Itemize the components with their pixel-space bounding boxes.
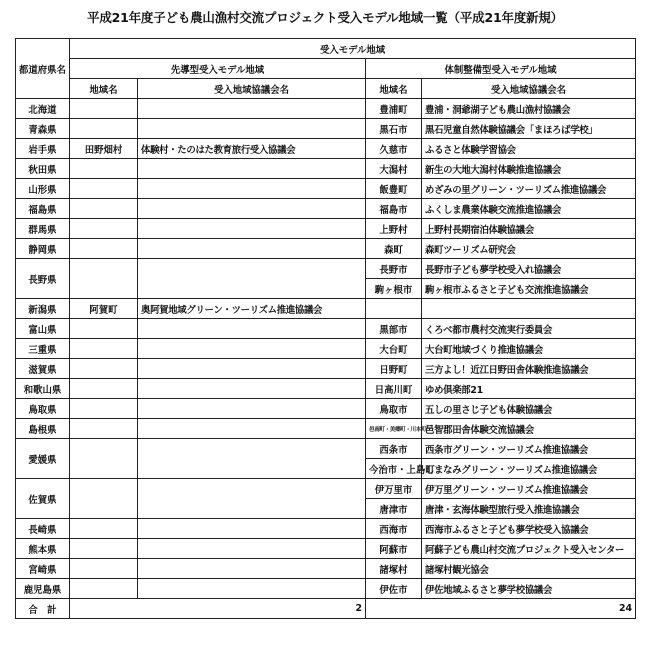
prefecture-cell: 長崎県 <box>16 519 70 539</box>
total-label: 合 計 <box>16 599 70 619</box>
sys-council-cell: 大台町地域づくり推進協議会 <box>422 339 636 359</box>
prefecture-cell: 宮崎県 <box>16 559 70 579</box>
sys-council-cell: 西条市グリーン・ツーリズム推進協議会 <box>422 439 636 459</box>
table-row <box>16 179 636 199</box>
prefecture-cell: 和歌山県 <box>16 379 70 399</box>
sys-council-cell: 豊浦・洞爺湖子ども農山漁村協議会 <box>422 99 636 119</box>
sys-area-cell: 森町 <box>366 239 422 259</box>
sys-area-cell: 阿蘇市 <box>366 539 422 559</box>
sys-council-cell: 五しの里さじ子ども体験協議会 <box>422 399 636 419</box>
sys-council-cell: 伊万里グリーン・ツーリズム推進協議会 <box>422 479 636 499</box>
table-row <box>16 539 636 559</box>
sys-council-cell: 諸塚村観光協会 <box>422 559 636 579</box>
sys-council-cell: 新生の大地大潟村体験推進協議会 <box>422 159 636 179</box>
lead-council-cell <box>138 219 366 239</box>
prefecture-cell: 秋田県 <box>16 159 70 179</box>
sys-area-cell: 日高川町 <box>366 379 422 399</box>
lead-area-cell <box>70 519 138 539</box>
lead-council-cell <box>138 179 366 199</box>
sys-council-cell: くろべ都市農村交流実行委員会 <box>422 319 636 339</box>
header-sys-council: 受入地域協議会名 <box>422 79 636 99</box>
lead-area-cell <box>70 399 138 419</box>
sys-area-cell: 駒ヶ根市 <box>366 279 422 299</box>
lead-area-cell <box>70 419 138 439</box>
lead-area-cell <box>70 199 138 219</box>
prefecture-cell: 鹿児島県 <box>16 579 70 599</box>
sys-area-cell: 上野村 <box>366 219 422 239</box>
header-sys-area: 地域名 <box>366 79 422 99</box>
lead-area-cell <box>70 539 138 559</box>
table-row <box>16 419 636 439</box>
table-row <box>16 519 636 539</box>
table-row <box>16 219 636 239</box>
sys-area-cell: 鳥取市 <box>366 399 422 419</box>
lead-council-cell <box>138 119 366 139</box>
sys-council-cell: 黒石児童自然体験協議会「まほろば学校」 <box>422 119 636 139</box>
prefecture-cell: 島根県 <box>16 419 70 439</box>
sys-area-cell: 飯豊町 <box>366 179 422 199</box>
lead-area-cell: 阿賀町 <box>70 299 138 319</box>
table-row <box>16 559 636 579</box>
lead-area-cell: 田野畑村 <box>70 139 138 159</box>
lead-council-cell <box>138 439 366 479</box>
table-row <box>16 479 636 499</box>
table-row <box>16 339 636 359</box>
lead-area-cell <box>70 359 138 379</box>
lead-council-cell <box>138 559 366 579</box>
prefecture-cell: 山形県 <box>16 179 70 199</box>
prefecture-cell: 青森県 <box>16 119 70 139</box>
sys-area-cell <box>366 299 422 319</box>
lead-council-cell <box>138 159 366 179</box>
prefecture-cell: 新潟県 <box>16 299 70 319</box>
model-area-table <box>15 38 636 619</box>
table-row <box>16 379 636 399</box>
prefecture-cell: 愛媛県 <box>16 439 70 479</box>
table-row <box>16 99 636 119</box>
sys-area-cell: 西海市 <box>366 519 422 539</box>
table-body <box>16 99 636 599</box>
sys-council-cell: 三方よし！近江日野田舎体験推進協議会 <box>422 359 636 379</box>
header-system: 体制整備型受入モデル地域 <box>366 59 636 79</box>
prefecture-cell: 三重県 <box>16 339 70 359</box>
lead-council-cell <box>138 419 366 439</box>
sys-council-cell: 伊佐地域ふるさと夢学校協議会 <box>422 579 636 599</box>
total-sys-count: 24 <box>366 599 636 619</box>
sys-area-cell: 今治市・上島町 <box>366 459 422 479</box>
sys-area-cell: 唐津市 <box>366 499 422 519</box>
sys-area-cell: 豊浦町 <box>366 99 422 119</box>
table-row <box>16 159 636 179</box>
lead-area-cell <box>70 579 138 599</box>
prefecture-cell: 佐賀県 <box>16 479 70 519</box>
sys-council-cell: 邑智郡田舎体験交流協議会 <box>422 419 636 439</box>
lead-area-cell <box>70 119 138 139</box>
table-row <box>16 359 636 379</box>
sys-council-cell: 唐津・玄海体験型旅行受入推進協議会 <box>422 499 636 519</box>
sys-council-cell: 上野村長期宿泊体験協議会 <box>422 219 636 239</box>
lead-council-cell <box>138 579 366 599</box>
table-row <box>16 239 636 259</box>
sys-area-cell: 黒石市 <box>366 119 422 139</box>
sys-area-cell: 久慈市 <box>366 139 422 159</box>
lead-council-cell <box>138 479 366 519</box>
lead-area-cell <box>70 99 138 119</box>
table-row <box>16 579 636 599</box>
lead-council-cell <box>138 99 366 119</box>
sys-area-cell: 大潟村 <box>366 159 422 179</box>
sys-council-cell: ふるさと体験学習協会 <box>422 139 636 159</box>
lead-area-cell <box>70 379 138 399</box>
lead-area-cell <box>70 159 138 179</box>
header-accept-model: 受入モデル地域 <box>70 39 636 59</box>
lead-area-cell <box>70 319 138 339</box>
sys-council-cell: 阿蘇子ども農山村交流プロジェクト受入センター <box>422 539 636 559</box>
lead-area-cell <box>70 559 138 579</box>
prefecture-cell: 長野県 <box>16 259 70 299</box>
table-row <box>16 299 636 319</box>
prefecture-cell: 北海道 <box>16 99 70 119</box>
lead-council-cell: 奥阿賀地域グリーン・ツーリズム推進協議会 <box>138 299 366 319</box>
sys-council-cell: 長野市子ども夢学校受入れ協議会 <box>422 259 636 279</box>
prefecture-cell: 静岡県 <box>16 239 70 259</box>
lead-area-cell <box>70 439 138 479</box>
sys-area-cell: 長野市 <box>366 259 422 279</box>
prefecture-cell: 熊本県 <box>16 539 70 559</box>
sys-area-cell: 日野町 <box>366 359 422 379</box>
prefecture-cell: 富山県 <box>16 319 70 339</box>
lead-council-cell <box>138 239 366 259</box>
lead-area-cell <box>70 179 138 199</box>
lead-council-cell <box>138 519 366 539</box>
table-row <box>16 119 636 139</box>
sys-council-cell: ふくしま農業体験交流推進協議会 <box>422 199 636 219</box>
sys-council-cell: 西海市ふるさと子ども夢学校受入協議会 <box>422 519 636 539</box>
lead-area-cell <box>70 479 138 519</box>
sys-council-cell: めざみの里グリーン・ツーリズム推進協議会 <box>422 179 636 199</box>
header-lead-area: 地域名 <box>70 79 138 99</box>
lead-council-cell <box>138 199 366 219</box>
lead-council-cell <box>138 259 366 299</box>
lead-area-cell <box>70 219 138 239</box>
sys-council-cell: 駒ヶ根市ふるさと子ども交流推進協議会 <box>422 279 636 299</box>
prefecture-cell: 滋賀県 <box>16 359 70 379</box>
sys-area-cell: 邑南町・美郷町・川本町 <box>366 419 422 439</box>
table-row <box>16 319 636 339</box>
lead-council-cell <box>138 339 366 359</box>
sys-council-cell: 森町ツーリズム研究会 <box>422 239 636 259</box>
page-title: 平成21年度子ども農山漁村交流プロジェクト受入モデル地域一覧（平成21年度新規） <box>87 10 563 25</box>
sys-area-cell: 福島市 <box>366 199 422 219</box>
table-row <box>16 439 636 459</box>
sys-area-cell: 大台町 <box>366 339 422 359</box>
table-row <box>16 199 636 219</box>
table-row <box>16 259 636 279</box>
sys-area-cell: 伊佐市 <box>366 579 422 599</box>
table-row <box>16 139 636 159</box>
sys-council-cell: ゆめ倶楽部21 <box>422 379 636 399</box>
sys-area-cell: 伊万里市 <box>366 479 422 499</box>
sys-council-cell: しまなみグリーン・ツーリズム推進協議会 <box>422 459 636 479</box>
prefecture-cell: 岩手県 <box>16 139 70 159</box>
lead-council-cell <box>138 359 366 379</box>
header-lead-council: 受入地域協議会名 <box>138 79 366 99</box>
sys-area-cell: 黒部市 <box>366 319 422 339</box>
sys-area-cell: 諸塚村 <box>366 559 422 579</box>
header-leading: 先導型受入モデル地域 <box>70 59 366 79</box>
lead-council-cell <box>138 379 366 399</box>
lead-area-cell <box>70 239 138 259</box>
total-lead-count: 2 <box>70 599 366 619</box>
header-prefecture: 都道府県名 <box>16 39 70 99</box>
prefecture-cell: 鳥取県 <box>16 399 70 419</box>
sys-area-cell: 西条市 <box>366 439 422 459</box>
lead-council-cell <box>138 399 366 419</box>
lead-council-cell: 体験村・たのはた教育旅行受入協議会 <box>138 139 366 159</box>
prefecture-cell: 群馬県 <box>16 219 70 239</box>
lead-council-cell <box>138 539 366 559</box>
lead-area-cell <box>70 339 138 359</box>
prefecture-cell: 福島県 <box>16 199 70 219</box>
lead-area-cell <box>70 259 138 299</box>
sys-council-cell <box>422 299 636 319</box>
lead-council-cell <box>138 319 366 339</box>
table-row <box>16 399 636 419</box>
